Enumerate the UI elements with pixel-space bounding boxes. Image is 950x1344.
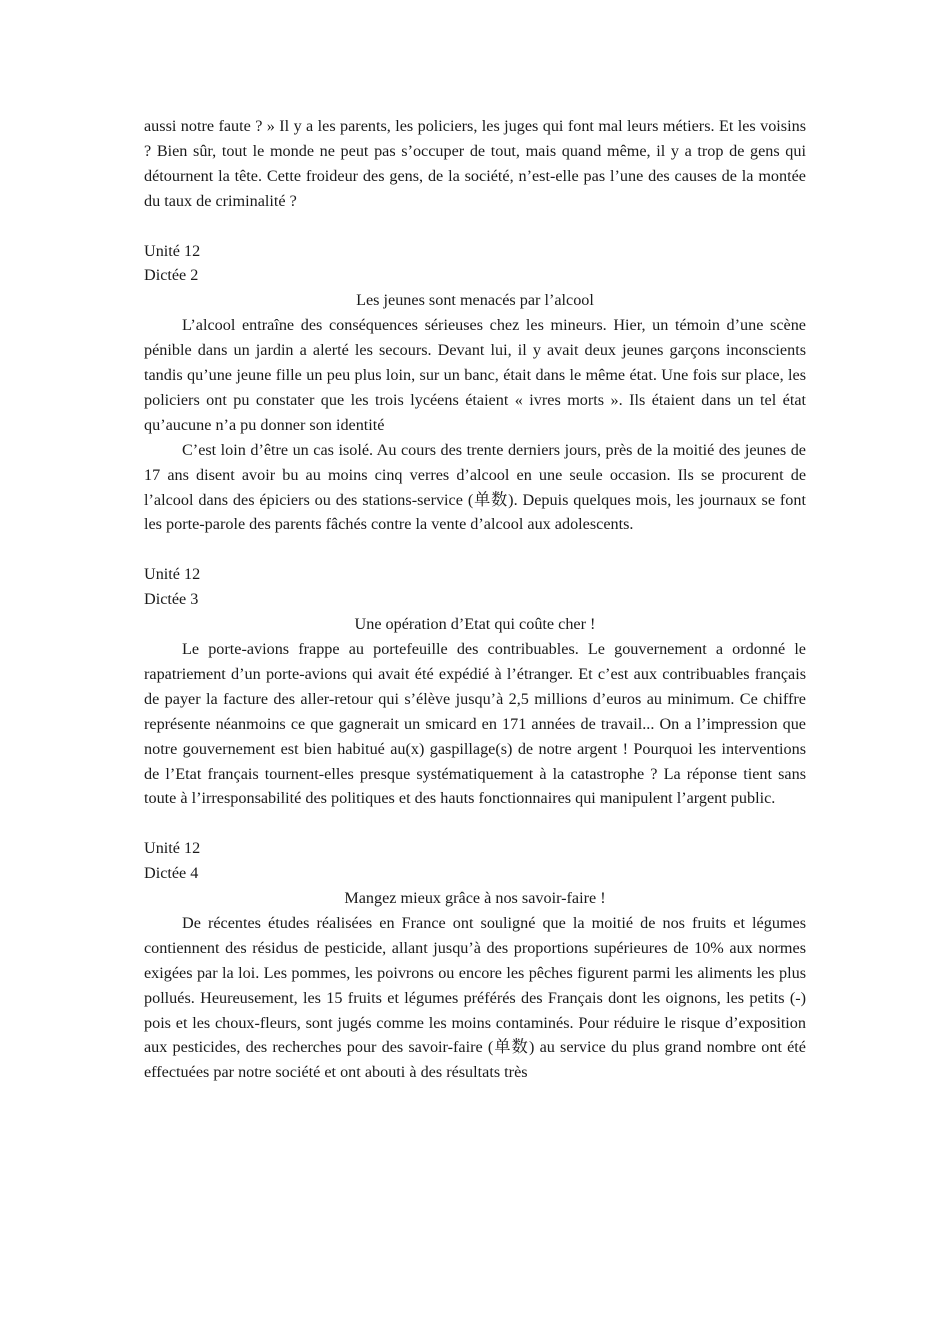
dictee-title: Les jeunes sont menacés par l’alcool [356,291,594,310]
unit-label: Unité 12 [144,565,201,584]
section-spacer [144,214,806,239]
dictee-paragraph: C’est loin d’être un cas isolé. Au cours des trente derniers jours, près de la moitié des jeunes de 17 ans disent avoir bu au moins cinq verres d’alcool en une seule occasion. Ils se procurent de l’alcool dans des épiciers ou des stations-service (单数). Depuis quelques mois, les journaux se font les porte-parole des parents fâchés contre la vente d’alcool aux adolescents. [144,440,806,534]
dictee-paragraph: L’alcool entraîne des conséquences sérieuses chez les mineurs. Hier, un témoin d’une scène pénible dans un jardin a alerté les secours. Devant lui, il y avait deux jeunes garçons inconscients tandis qu’une jeune fille un peu plus loin, sur un banc, était dans le même état. Une fois sur place, les policiers ont pu constater que les trois lycéens étaient « ivres morts ». Ils étaient dans un tel état qu’aucune n’a pu donner son identité [144,316,806,434]
intro-paragraph: aussi notre faute ? » Il y a les parents, les policiers, les juges qui font mal leurs métiers. Et les voisins ? Bien sûr, tout le monde ne peut pas s’occuper de tout, mais quand même, il y a trop de gens qui détournent la tête. Cette froideur des gens, de la société, n’est-elle pas l’une des causes de la montée du taux de criminalité ? [144,117,806,210]
unit-label: Unité 12 [144,839,201,858]
dictee-label: Dictée 4 [144,864,199,883]
section-spacer [144,811,806,836]
dictee-paragraph: De récentes études réalisées en France ont souligné que la moitié de nos fruits et légumes contiennent des résidus de pesticide, allant jusqu’à des proportions supérieures de 10% aux normes exigées par la loi. Les pommes, les poivrons ou encore les pêches figurent parmi les aliments les plus pollués. Heureusement, les 15 fruits et légumes préférés des Français dont les oignons, les petits (-) pois et les choux-fleurs, sont jugés comme les moins contaminés. Pour réduire le risque d’exposition aux pesticides, des recherches pour des savoir-faire (单数) au service du plus grand nombre ont été effectuées par notre société et ont abouti à des résultats très [144,913,806,1082]
dictee-title: Mangez mieux grâce à nos savoir-faire ! [344,889,606,908]
dictee-4-section [144,836,806,1085]
dictee-label: Dictée 2 [144,266,199,285]
unit-label: Unité 12 [144,241,201,260]
dictee-paragraph: Le porte-avions frappe au portefeuille des contribuables. Le gouvernement a ordonné le rapatriement d’un porte-avions qui avait été expédié à l’étranger. Et c’est aux contribuables français de payer la facture des aller-retour qui s’élève jusqu’à 2,5 millions d’euros au minimum. Ce chiffre représente néanmoins ce que gagnerait un smicard en 171 années de travail... On a l’impression que notre gouvernement est bien habitué au(x) gaspillage(s) de notre argent ! Pourquoi les interventions de l’Etat français tournent-elles presque systématiquement à la catastrophe ? La réponse tient sans toute à l’irresponsabilité des politiques et des hauts fonctionnaires qui manipulent l’argent public. [144,640,806,808]
dictee-title: Une opération d’Etat qui coûte cher ! [354,615,596,634]
dictee-label: Dictée 3 [144,590,199,609]
document-page [144,114,806,1085]
dictee-3-section [144,562,806,811]
section-spacer [144,537,806,562]
dictee-2-section [144,239,806,538]
